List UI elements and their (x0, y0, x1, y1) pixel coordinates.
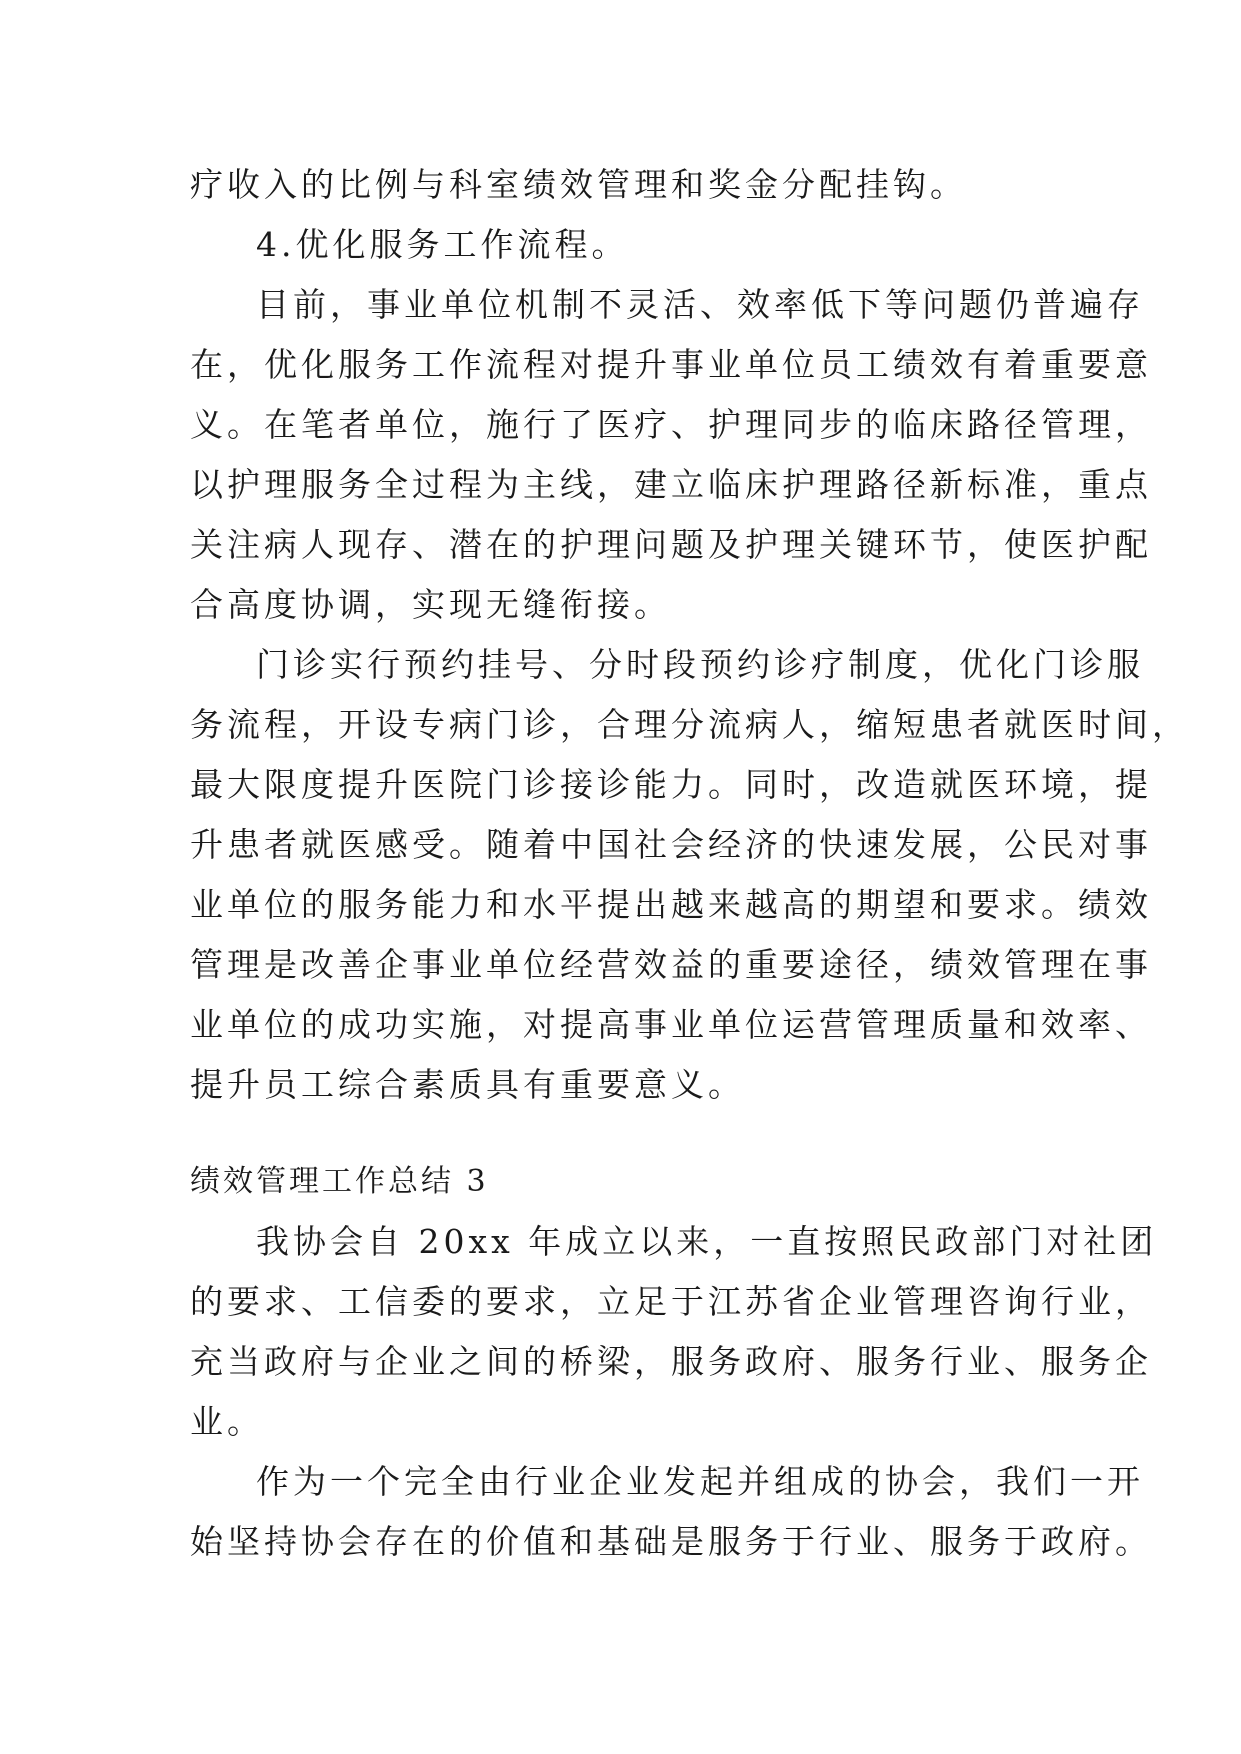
paragraph-line: 的要求、工信委的要求，立足于江苏省企业管理咨询行业， (190, 1282, 1152, 1321)
document-body (190, 155, 1189, 1572)
paragraph-line: 升患者就医感受。随着中国社会经济的快速发展，公民对事 (190, 825, 1152, 864)
paragraph-line: 始坚持协会存在的价值和基础是服务于行业、服务于政府。 (190, 1522, 1152, 1561)
paragraph-line: 作为一个完全由行业企业发起并组成的协会，我们一开 (256, 1462, 1144, 1501)
paragraph-line: 义。在笔者单位，施行了医疗、护理同步的临床路径管理， (190, 405, 1152, 444)
paragraph-line: 关注病人现存、潜在的护理问题及护理关键环节，使医护配 (190, 525, 1152, 564)
paragraph-line: 管理是改善企事业单位经营效益的重要途径，绩效管理在事 (190, 945, 1152, 984)
paragraph-line: 在，优化服务工作流程对提升事业单位员工绩效有着重要意 (190, 345, 1152, 384)
paragraph-line: 目前，事业单位机制不灵活、效率低下等问题仍普遍存 (256, 285, 1144, 324)
section-heading: 绩效管理工作总结 3 (190, 1164, 489, 1199)
paragraph-line: 提升员工综合素质具有重要意义。 (190, 1065, 745, 1104)
paragraph-line: 合高度协调，实现无缝衔接。 (190, 585, 671, 624)
paragraph-line: 业单位的成功实施，对提高事业单位运营管理质量和效率、 (190, 1005, 1152, 1044)
paragraph-line: 充当政府与企业之间的桥梁，服务政府、服务行业、服务企 (190, 1342, 1152, 1381)
paragraph-line: 以护理服务全过程为主线，建立临床护理路径新标准，重点 (190, 465, 1152, 504)
paragraph-line: 门诊实行预约挂号、分时段预约诊疗制度，优化门诊服 (256, 645, 1144, 684)
paragraph-line: 务流程，开设专病门诊，合理分流病人，缩短患者就医时间， (190, 705, 1189, 744)
paragraph-line: 我协会自 20xx 年成立以来，一直按照民政部门对社团 (256, 1222, 1158, 1261)
list-item-heading: 4.优化服务工作流程。 (256, 225, 629, 264)
paragraph-line: 业。 (190, 1402, 264, 1441)
paragraph-line: 最大限度提升医院门诊接诊能力。同时，改造就医环境，提 (190, 765, 1152, 804)
paragraph-line: 业单位的服务能力和水平提出越来越高的期望和要求。绩效 (190, 885, 1152, 924)
paragraph-line: 疗收入的比例与科室绩效管理和奖金分配挂钩。 (190, 165, 967, 204)
